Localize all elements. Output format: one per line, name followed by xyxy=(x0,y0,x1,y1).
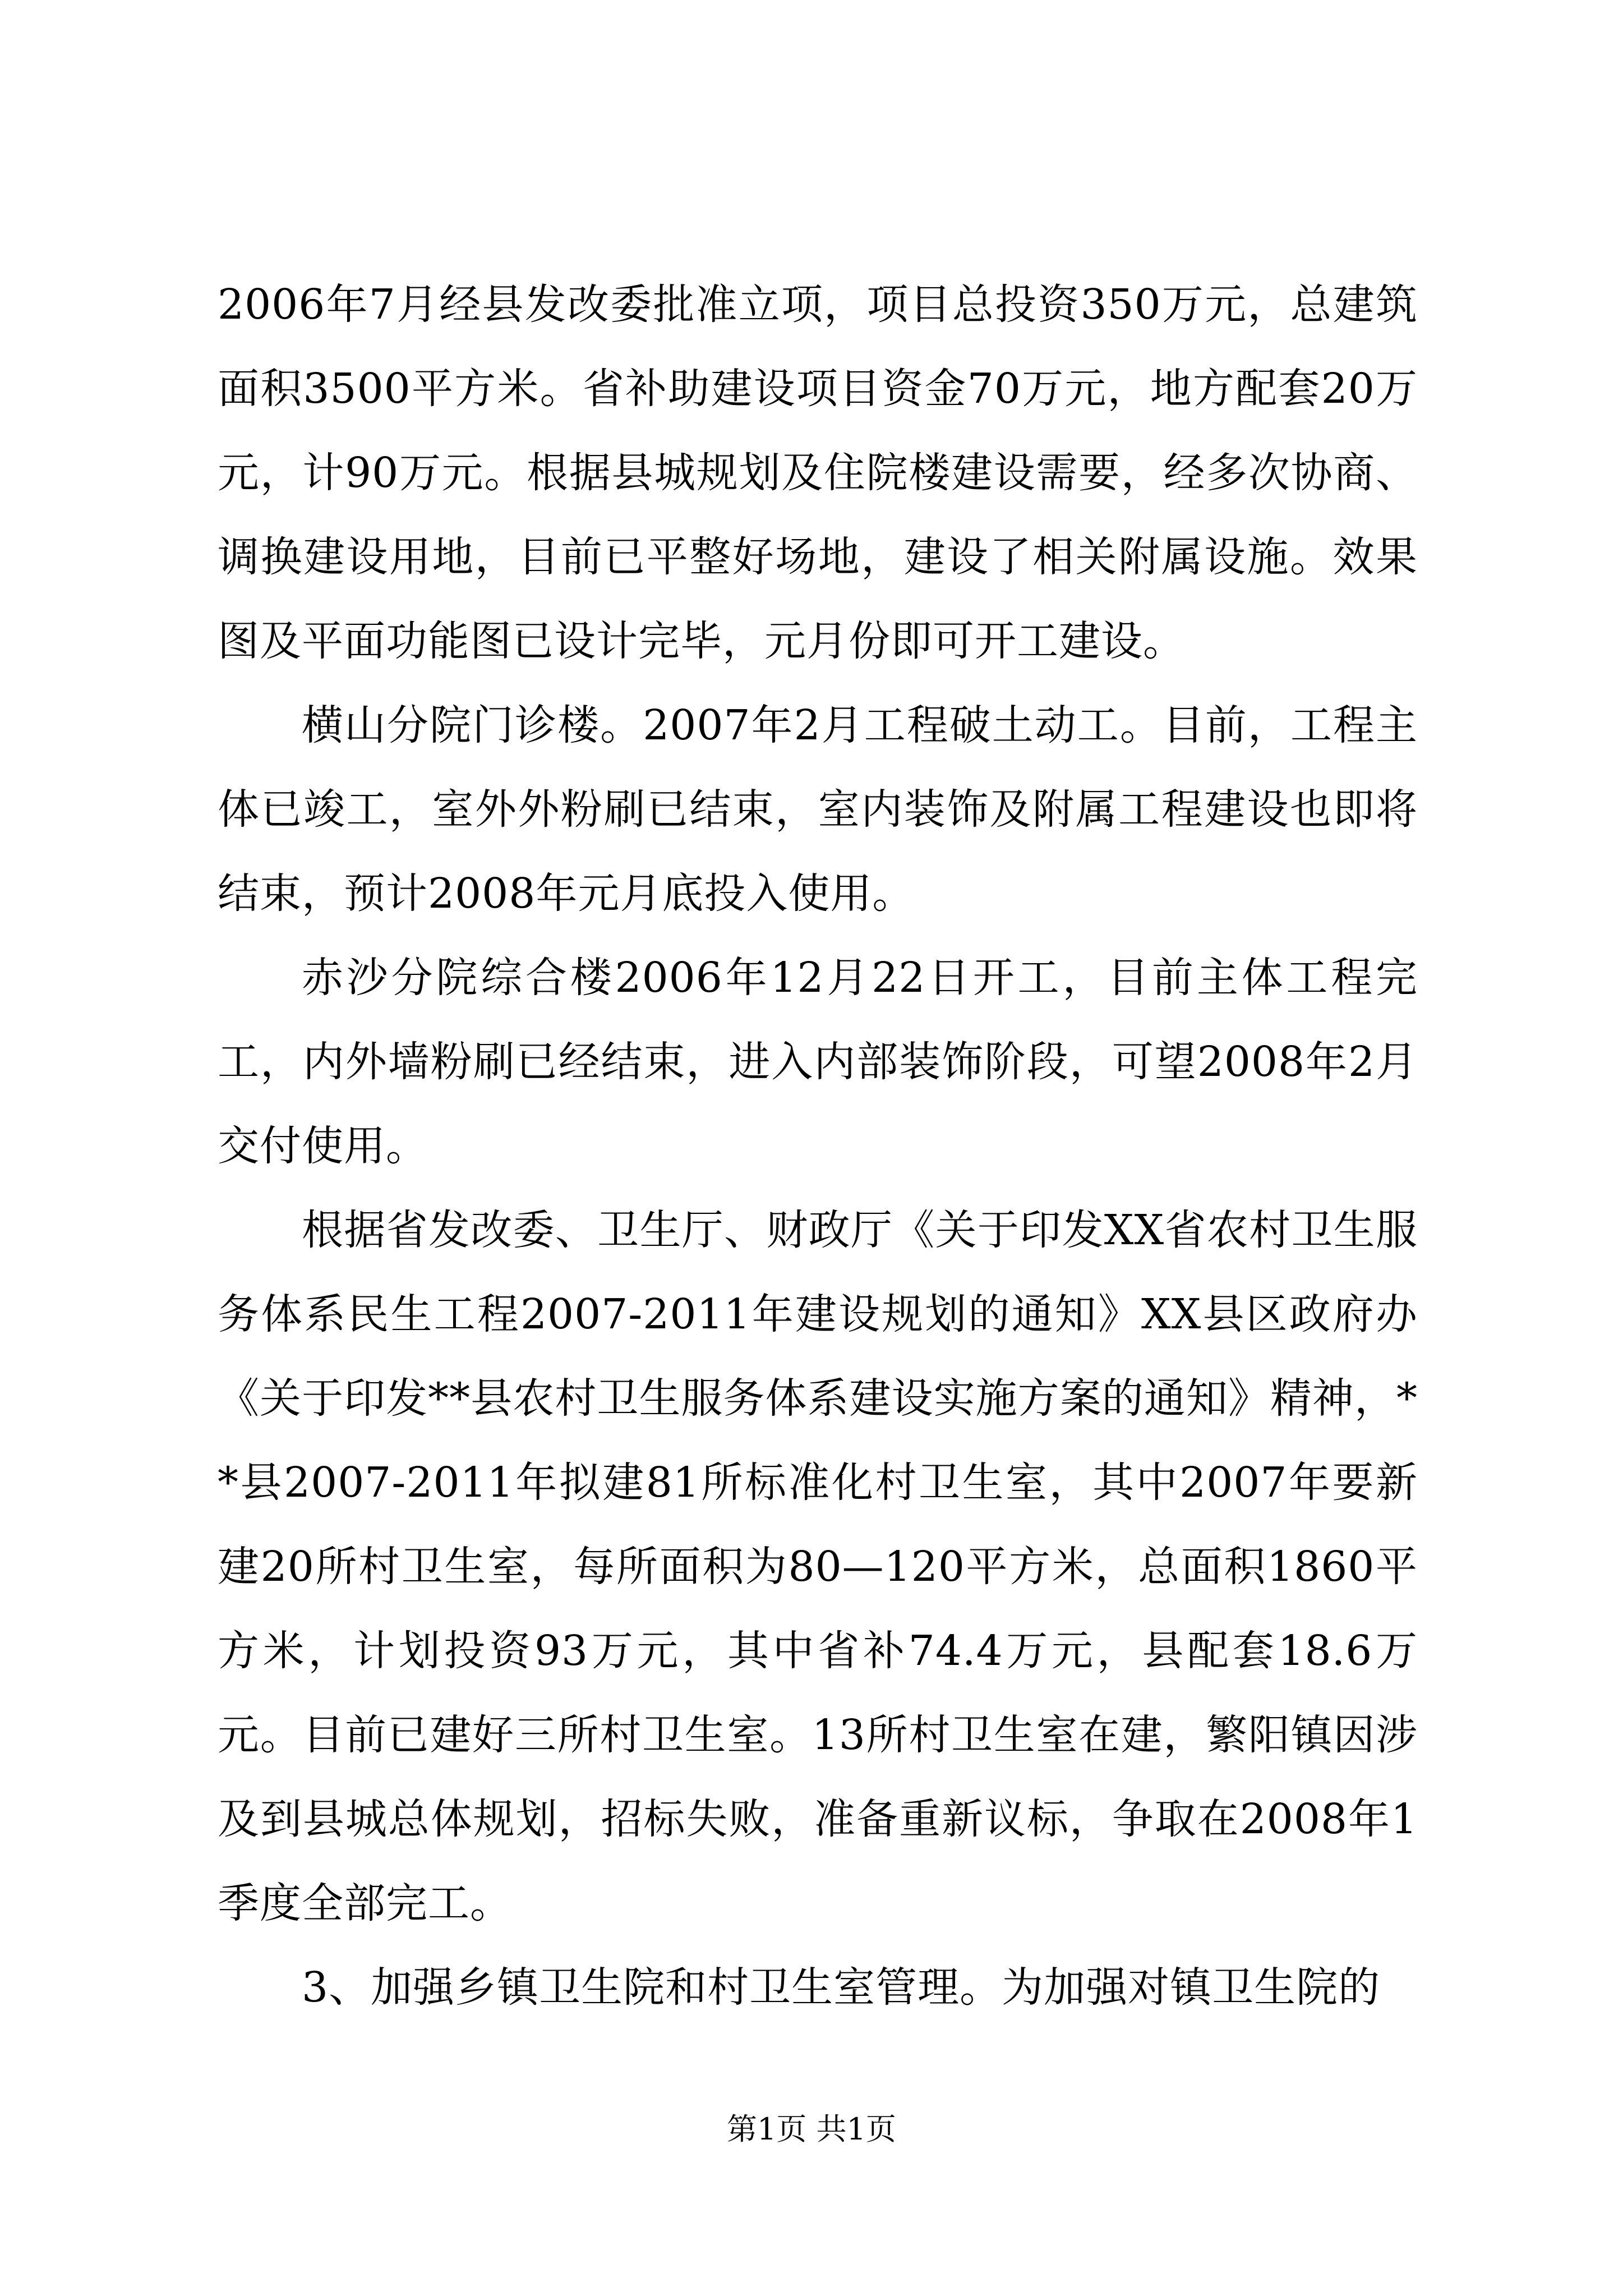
page-footer: 第1页 共1页 xyxy=(727,2111,896,2147)
paragraph-project-approval: 2006年7月经县发改委批准立项，项目总投资350万元，总建筑面积3500平方米。省补助建设项目资金70万元，地方配套20万元，计90万元。根据县城规划及住院楼建设需要，经多次协商、调换建设用地，目前已平整好场地，建设了相关附属设施。效果图及平面功能图已设计完毕，元月份即可开工建设。 xyxy=(218,280,1418,665)
document-body xyxy=(218,263,1418,2030)
paragraph-chisha-building: 赤沙分院综合楼2006年12月22日开工，目前主体工程完工，内外墙粉刷已经结束，进入内部装饰阶段，可望2008年2月交付使用。 xyxy=(218,954,1418,1170)
paragraph-hengshan-clinic: 横山分院门诊楼。2007年2月工程破土动工。目前，工程主体已竣工，室外外粉刷已结束，室内装饰及附属工程建设也即将结束，预计2008年元月底投入使用。 xyxy=(218,701,1418,918)
paragraph-village-clinics: 根据省发改委、卫生厅、财政厅《关于印发XX省农村卫生服务体系民生工程2007-2011年建设规划的通知》XX县区政府办《关于印发**县农村卫生服务体系建设实施方案的通知》精神，**县2007-2011年拟建81所标准化村卫生室，其中2007年要新建20所村卫生室，每所面积为80—120平方米，总面积1860平方米，计划投资93万元，其中省补74.4万元，县配套18.6万元。目前已建好三所村卫生室。13所村卫生室在建，繁阳镇因涉及到县城总体规划，招标失败，准备重新议标，争取在2008年1季度全部完工。 xyxy=(218,1206,1418,1927)
paragraph-management: 3、加强乡镇卫生院和村卫生室管理。为加强对镇卫生院的 xyxy=(302,1963,1381,2012)
